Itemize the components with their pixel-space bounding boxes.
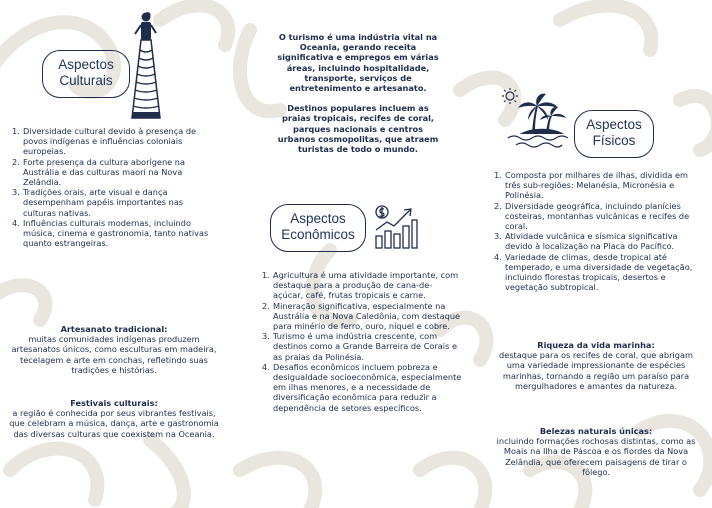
tourism-intro-paragraph-1: O turismo é uma indústria vital na Oceania, gerando receita significativa e empregos em várias áreas, incluindo hospitalidade, transporte, serviços de entretenimento e artesanato.	[277, 32, 439, 94]
festivais-heading: Festivais culturais:	[70, 398, 158, 408]
economic-panel	[244, 0, 469, 508]
physical-title	[574, 110, 654, 158]
marinha-block	[492, 340, 700, 391]
list-item-number: 1.	[12, 126, 20, 136]
marinha-heading: Riqueza da vida marinha:	[537, 340, 655, 350]
list-item-text: Agricultura é uma atividade importante, com destaque para a produção de cana-de-açúcar, café, frutas tropicais e carne.	[273, 270, 459, 301]
list-item-text: Turismo é uma indústria crescente, com destinos como a Grande Barreira de Corais e as praias da Polinésia.	[273, 331, 457, 362]
list-item	[262, 301, 462, 332]
tourism-intro	[274, 32, 442, 154]
list-item	[12, 157, 218, 188]
list-item-text: Tradições orais, arte visual e dança desempenham papéis importantes nas culturas nativas.	[23, 187, 184, 218]
list-item-number: 1.	[494, 170, 502, 180]
cultural-title-line2: Culturais	[59, 73, 113, 88]
economic-title-line2: Econômicos	[281, 227, 355, 242]
list-item	[494, 170, 700, 201]
marinha-text: destaque para os recifes de coral, que abrigam uma variedade impressionante de espécies marinhas, tornando a região um paraíso para mergulhadores e amantes da natureza.	[499, 350, 693, 391]
list-item-text: Composta por milhares de ilhas, dividida em três sub-regiões: Melanésia, Micronésia e Polinésia.	[505, 170, 688, 201]
list-item-number: 4.	[12, 217, 20, 228]
dancer-figure-icon	[128, 10, 164, 122]
physical-list	[494, 170, 700, 292]
list-item-number: 3.	[262, 331, 270, 342]
list-item-number: 4.	[262, 361, 270, 372]
physical-title-line1: Aspectos	[586, 117, 642, 132]
list-item-text: Diversidade geográfica, incluindo planícies costeiras, montanhas vulcânicas e recifes de coral.	[505, 200, 690, 232]
list-item-text: Atividade vulcânica e sísmica significativa devido à localização na Placa do Pacífico.	[505, 231, 678, 252]
list-item-text: Mineração significativa, especialmente na Austrália e na Nova Caledônia, com destaque para minério de ferro, ouro, níquel e cobre.	[273, 300, 461, 332]
economic-list	[262, 270, 462, 413]
list-item	[12, 126, 218, 157]
list-item-number: 2.	[262, 300, 270, 311]
physical-panel	[482, 0, 712, 508]
money-growth-chart-icon	[374, 204, 418, 250]
list-item-number: 3.	[494, 231, 502, 242]
list-item-text: Influências culturais modernas, incluindo música, cinema e gastronomia, tanto nativas quanto estrangeiras.	[23, 217, 209, 249]
list-item-text: Diversidade cultural devido à presença de povos indígenas e influências coloniais europeias.	[23, 126, 197, 157]
physical-title-line2: Físicos	[592, 133, 636, 148]
economic-title	[270, 204, 366, 252]
artesanato-block	[10, 324, 218, 375]
list-item-text: Forte presença da cultura aborígene na Austrália e das culturas maori na Nova Zelândia.	[23, 156, 185, 188]
cultural-title-line1: Aspectos	[58, 57, 114, 72]
list-item-number: 2.	[494, 200, 502, 211]
cultural-panel	[0, 0, 230, 508]
list-item	[12, 187, 218, 218]
tropical-island-icon	[502, 88, 574, 150]
cultural-title	[42, 50, 130, 98]
list-item	[12, 218, 218, 249]
list-item	[262, 270, 462, 301]
belezas-block	[496, 426, 696, 477]
economic-title-line1: Aspectos	[290, 211, 346, 226]
list-item-number: 3.	[12, 187, 20, 198]
list-item-text: Desafios econômicos incluem pobreza e desigualdade socioeconômica, especialmente em ilhas menores, e a necessidade de diversificação econômica para reduzir a dependência de setores específicos.	[273, 361, 462, 413]
belezas-text: incluindo formações rochosas distintas, como as Moais na Ilha de Páscoa e os fiordes da Nova Zelândia, que oferecem paisagens de tirar o fôlego.	[496, 436, 696, 477]
list-item-text: Variedade de climas, desde tropical até temperado, e uma diversidade de vegetação, incluindo florestas tropicais, desertos e vegetação subtropical.	[505, 251, 693, 293]
list-item	[494, 201, 700, 232]
belezas-heading: Belezas naturais únicas:	[539, 426, 653, 436]
cultural-list	[12, 126, 218, 248]
list-item	[494, 252, 700, 293]
list-item	[494, 231, 700, 251]
festivais-text: a região é conhecida por seus vibrantes festivais, que celebram a música, dança, arte e gastronomia das diversas culturas que coexistem na Oceania.	[9, 408, 219, 439]
list-item-number: 1.	[262, 270, 270, 280]
festivais-block	[6, 398, 222, 439]
list-item-number: 4.	[494, 251, 502, 262]
list-item	[262, 331, 462, 362]
list-item	[262, 362, 462, 413]
tourism-intro-paragraph-2: Destinos populares incluem as praias tropicais, recifes de coral, parques nacionais e centros urbanos cosmopolitas, que atraem turistas de todo o mundo.	[277, 103, 439, 155]
artesanato-heading: Artesanato tradicional:	[60, 324, 168, 334]
list-item-number: 2.	[12, 156, 20, 167]
artesanato-text: muitas comunidades indígenas produzem artesanatos únicos, como esculturas em madeira, tecelagem e arte em conchas, refletindo suas tradições e histórias.	[11, 334, 217, 375]
